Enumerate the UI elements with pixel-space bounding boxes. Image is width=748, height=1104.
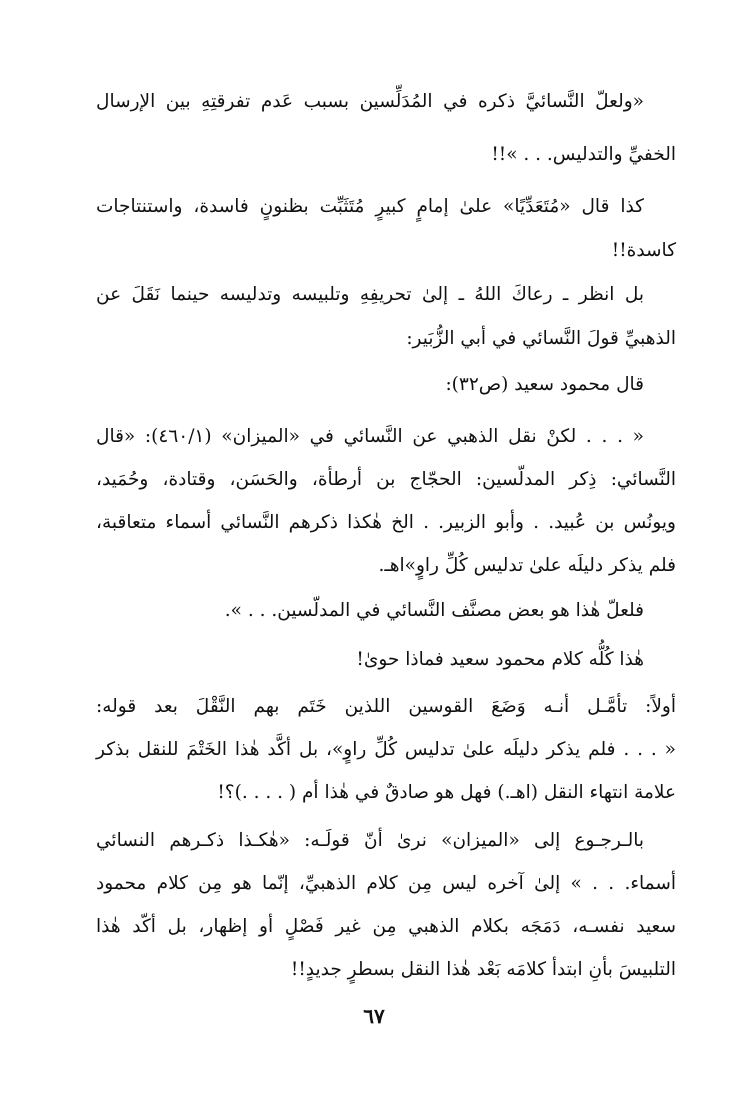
text-line: « . . . فلم يذكر دليلَه علىٰ تدليس كُلِّ راوٍ»، بل أكَّد هٰذا الخَتْمَ للنقل بذكر xyxy=(96,739,676,760)
text-line: علامة انتهاء النقل (اهـ.) فهل هو صادقٌ في هٰذا أم ( . . . .)؟! xyxy=(217,782,676,803)
text-line: الخفيِّ والتدليس. . . »!! xyxy=(491,144,676,165)
text-line: التلبيسَ بأنِ ابتدأ كلامَه بَعْد هٰذا النقل بسطرٍ جديدٍ!! xyxy=(290,959,676,980)
text-line: قال محمود سعيد (ص٣٢): xyxy=(445,374,644,395)
text-line: بل انظر ـ رعاكَ اللهُ ـ إلىٰ تحريفِهِ وتلبيسه وتدليسه حينما نَقَلَ عن xyxy=(96,284,644,305)
quote-line: النَّسائي: ذِكر المدلّسين: الحجّاج بن أرطأة، والحَسَن، وقتادة، وحُمَيد، xyxy=(96,469,676,490)
quote-line: « . . . لكنْ نقل الذهبي عن النَّسائي في «الميزان» (٤٦٠/١): «قال xyxy=(96,426,644,447)
text-line: بالـرجـوع إلى «الميزان» نرىٰ أنّ قولَـه: «هٰكـذا ذكـرهم النسائي xyxy=(96,830,644,851)
text-line: أسماء. . . » إلىٰ آخره ليس مِن كلام الذهبيِّ، إنّما هو مِن كلام محمود xyxy=(96,873,676,894)
text-line: «ولعلّ النَّسائيَّ ذكره في المُدَلِّسين بسبب عَدم تفرقتِهِ بين الإرسال xyxy=(96,91,644,112)
text-line: فلعلّ هٰذا هو بعض مصنَّف النَّسائي في المدلّسين. . . ». xyxy=(224,600,644,621)
text-line: هٰذا كُلُّه كلام محمود سعيد فماذا حوىٰ! xyxy=(356,649,644,670)
quote-line: فلم يذكر دليلَه علىٰ تدليس كُلِّ راوٍ»اهـ. xyxy=(378,555,676,576)
page-number: ٦٧ xyxy=(363,1004,385,1028)
text-line: كذا قال «مُتَعَدِّيًا» علىٰ إمامٍ كبيرٍ مُتَثَبِّت بظنونٍ فاسدة، واستنتاجات xyxy=(96,196,644,217)
text-line: الذهبيِّ قولَ النَّسائي في أبي الزُّبَير: xyxy=(406,328,676,349)
text-line: كاسدة!! xyxy=(611,240,676,261)
text-line: سعيد نفسـه، دَمَجَه بكلام الذهبي مِن غير فَصْلٍ أو إظهار، بل أكّد هٰذا xyxy=(96,916,676,937)
quote-line: ويونُس بن عُبيد. . وأبو الزبير. . الخ هٰكذا ذكرهم النَّسائي أسماء متعاقبة، xyxy=(96,512,676,533)
text-line: أولاً: تأمَّـل أنـه وَضَعَ القوسين اللذين خَتَم بهم النَّقْلَ بعد قوله: xyxy=(96,696,676,717)
